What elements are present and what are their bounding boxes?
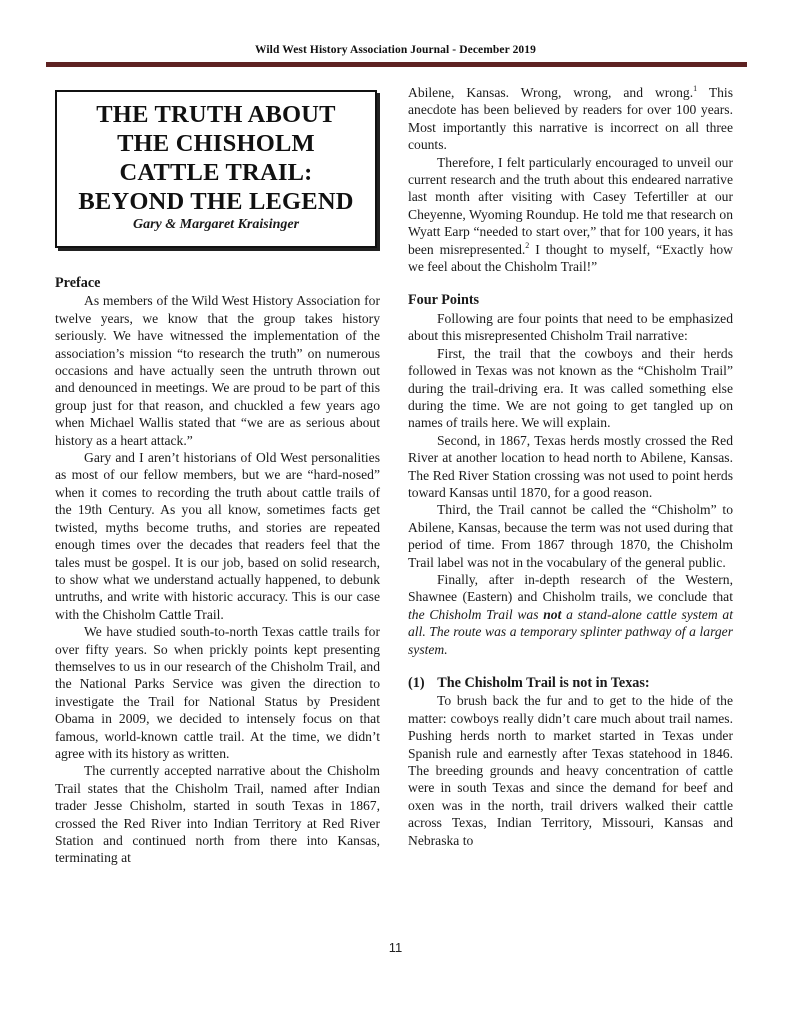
body-paragraph: First, the trail that the cowboys and their herds followed in Texas was not known as the “Chisholm Trail” during the trail-driving era. It was called something else during the time. We are not going to get tangled up on names of trails here. We will explain. [408, 345, 733, 431]
title-line: THE TRUTH ABOUT [96, 101, 336, 128]
section-title: The Chisholm Trail is not in Texas: [437, 675, 650, 691]
body-paragraph: We have studied south-to-north Texas cattle trails for over fifty years. So when prickly points kept presenting themselves to us in our research of the Chisholm Trail, and the National Parks Service was given the direction to investigate the Trail for National Status by President Obama in 2009, we decided to intensely focus on that famous, world-known cattle trail. At the time, we didn’t agree with its history as written. [55, 624, 380, 761]
spacer [408, 658, 733, 675]
body-paragraph: The currently accepted narrative about the Chisholm Trail states that the Chisholm Trail, named after Indian trader Jesse Chisholm, started in south Texas in 1867, crossed the Red River into Indian Territory at Red River Station and continued north from there into Kansas, terminating at [55, 763, 380, 866]
title-line: CATTLE TRAIL: [119, 159, 313, 186]
left-column [55, 82, 380, 867]
body-paragraph: Following are four points that need to be emphasized about this misrepresented Chisholm Trail narrative: [408, 310, 733, 344]
emphasis-text: a stand-alone cattle system at all. The route was a temporary splinter pathway of a larger system. [408, 606, 733, 657]
emphasis-text: the Chisholm Trail was [408, 606, 544, 622]
paragraph-text: Therefore, I felt particularly encouraged to unveil our current research and the truth about this endeared narrative last month after visiting with Casey Tefertiller at our Cheyenne, Wyoming Roundup. He told me that research on Wyatt Earp “needed to start over,” that for 100 years, it has been misrepresented. [408, 154, 733, 257]
paragraph-text: I thought to myself, “Exactly how we feel about the Chisholm Trail!” [408, 241, 733, 275]
body-paragraph [408, 571, 733, 658]
body-paragraph: Second, in 1867, Texas herds mostly crossed the Red River at another location to head north to Abilene, Kansas. The Red River Station crossing was not used to point herds toward Kansas until 1870, for a good reason. [408, 432, 733, 500]
right-column [408, 84, 733, 849]
title-line: THE CHISHOLM [117, 130, 315, 157]
preface-heading: Preface [55, 275, 101, 291]
body-paragraph: As members of the Wild West History Association for twelve years, we know that the group takes history seriously. We have witnessed the implementation of the association’s mission “to research the truth” on numerous occasions and have actually seen the untruth thrown out and denounced in meetings. We are proud to be part of this group just for that reason, and chuckled a few years ago when Michael Wallis stated that “we are as serious about history as a heart attack.” [55, 293, 380, 448]
body-paragraph: Third, the Trail cannot be called the “Chisholm” to Abilene, Kansas, because the term was not used during that period of time. From 1867 through 1870, the Chisholm Trail label was not in the vocabulary of the general public. [408, 502, 733, 570]
title-box [55, 90, 377, 248]
running-header-title: Wild West History Association Journal - December 2019 [255, 44, 536, 56]
author-byline: Gary & Margaret Kraisinger [132, 216, 300, 232]
bold-emphasis: not [543, 606, 562, 622]
body-paragraph [408, 84, 733, 154]
paragraph-text: This anecdote has been believed by readers for over 100 years. Most importantly this narrative is incorrect on all three counts. [408, 85, 733, 153]
section-number: (1) [408, 675, 425, 691]
footnote-ref[interactable]: 2 [525, 240, 530, 250]
paragraph-text: Finally, after in-depth research of the Western, Shawnee (Eastern) and Chisholm trails, we conclude that [408, 571, 733, 605]
body-paragraph: Gary and I aren’t historians of Old West personalities as most of our fellow members, but we are “hard-nosed” when it comes to recording the truth about cattle trails of the 19th Century. As you all know, sometimes facts get twisted, myths become truths, and stories are repeated enough times over the decades that readers feel that the tales must be gospel. It is our job, based on solid research, to show what we understand actually happened, to debunk untruths, and write with historic accuracy. This is our case with the Chisholm Cattle Trail. [55, 450, 380, 622]
footnote-ref[interactable]: 1 [693, 84, 698, 93]
paragraph-text: Abilene, Kansas. Wrong, wrong, and wrong. [408, 85, 694, 100]
article-title [57, 100, 375, 216]
page-number: 11 [388, 940, 403, 955]
header-rule [46, 62, 747, 67]
body-paragraph: To brush back the fur and to get to the hide of the matter: cowboys really didn’t care much about trail names. Pushing herds north to market started in Texas under Spanish rule and earnestly after Texas statehood in 1846. The breeding grounds and heavy concentration of cattle were in south Texas and since the demand for beef and oxen was in the north, trail drivers walked their cattle across Texas, Indian Territory, Missouri, Kansas and Nebraska to [408, 693, 733, 848]
spacer [408, 275, 733, 292]
body-paragraph [408, 154, 733, 276]
title-line: BEYOND THE LEGEND [78, 188, 354, 215]
four-points-heading: Four Points [408, 292, 480, 309]
section-1-heading [408, 675, 733, 692]
